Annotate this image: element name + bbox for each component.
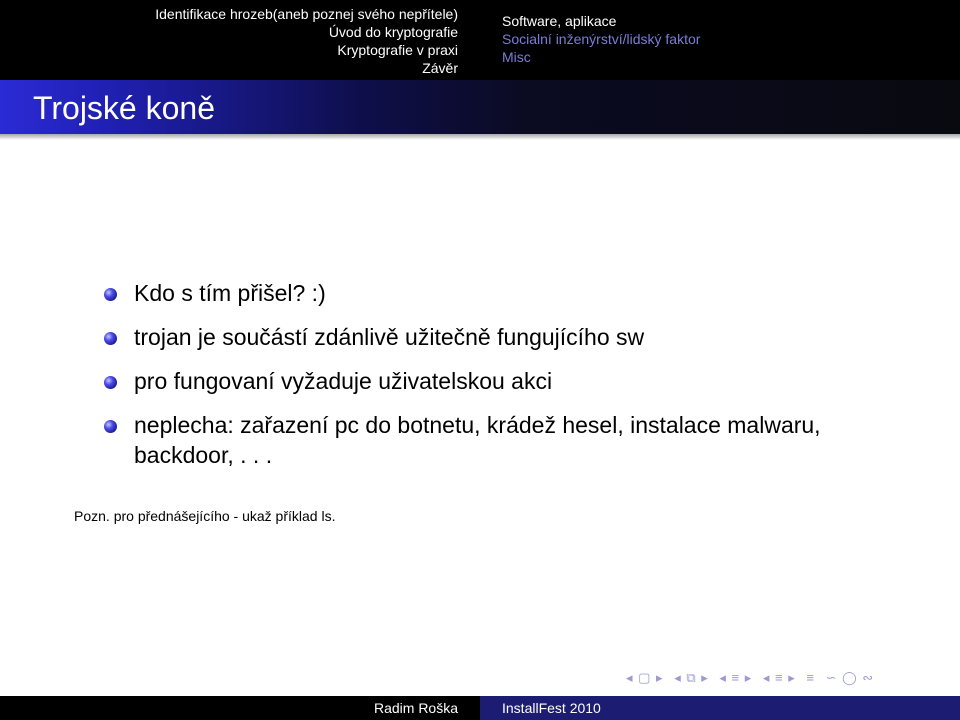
bullet-ball-icon	[104, 288, 117, 301]
nav-subsection-software[interactable]: Software, aplikace	[502, 13, 617, 29]
document-nav-icon[interactable]: ◂ ≡ ▸	[762, 670, 796, 685]
nav-section-zaver[interactable]: Závěr	[422, 60, 458, 76]
bullet-text: pro fungovaní vyžaduje uživatelskou akci	[134, 368, 553, 394]
list-item	[104, 278, 824, 308]
bullet-ball-icon	[104, 376, 117, 389]
list-item	[104, 322, 824, 352]
bullet-ball-icon	[104, 332, 117, 345]
list-item	[104, 410, 824, 470]
section-navigation	[0, 0, 480, 80]
list-item	[104, 366, 824, 396]
section-nav-icon[interactable]: ◂ ≡ ▸	[719, 670, 753, 685]
footline	[0, 696, 960, 720]
search-nav-icon[interactable]: ∽ ◯ ∾	[825, 670, 875, 685]
nav-section-identifikace[interactable]: Identifikace hrozeb(aneb poznej svého nepřítele)	[155, 6, 458, 22]
bullet-ball-icon	[104, 420, 117, 433]
nav-section-kryptografie[interactable]: Kryptografie v praxi	[337, 42, 458, 58]
beamer-navigation-symbols	[626, 670, 880, 688]
subsection-navigation	[502, 0, 942, 80]
nav-subsection-socialni[interactable]: Socialní inženýrství/lidský faktor	[502, 31, 701, 47]
headline-bar	[0, 0, 960, 80]
bullet-text: trojan je součástí zdánlivě užitečně fungujícího sw	[134, 324, 645, 350]
bullet-text: neplecha: zařazení pc do botnetu, krádež hesel, instalace malwaru, backdoor, . . .	[134, 412, 821, 468]
presenter-note: Pozn. pro přednášejícího - ukaž příklad ls.	[74, 508, 336, 524]
bullet-list	[104, 278, 824, 484]
subsection-nav-icon[interactable]: ◂ ⧉ ▸	[674, 670, 709, 685]
footer-author: Radim Roška	[373, 700, 458, 716]
title-bar-shadow	[0, 134, 960, 140]
footer-event: InstallFest 2010	[480, 696, 960, 720]
frame-title: Trojské koně	[33, 90, 215, 126]
nav-section-uvod[interactable]: Úvod do kryptografie	[328, 24, 458, 40]
appendix-nav-icon[interactable]: ≡	[806, 670, 815, 685]
bullet-text: Kdo s tím přišel? :)	[134, 280, 326, 306]
frame-nav-icon[interactable]: ◂ ▢ ▸	[626, 670, 664, 685]
nav-subsection-misc[interactable]: Misc	[502, 49, 531, 65]
